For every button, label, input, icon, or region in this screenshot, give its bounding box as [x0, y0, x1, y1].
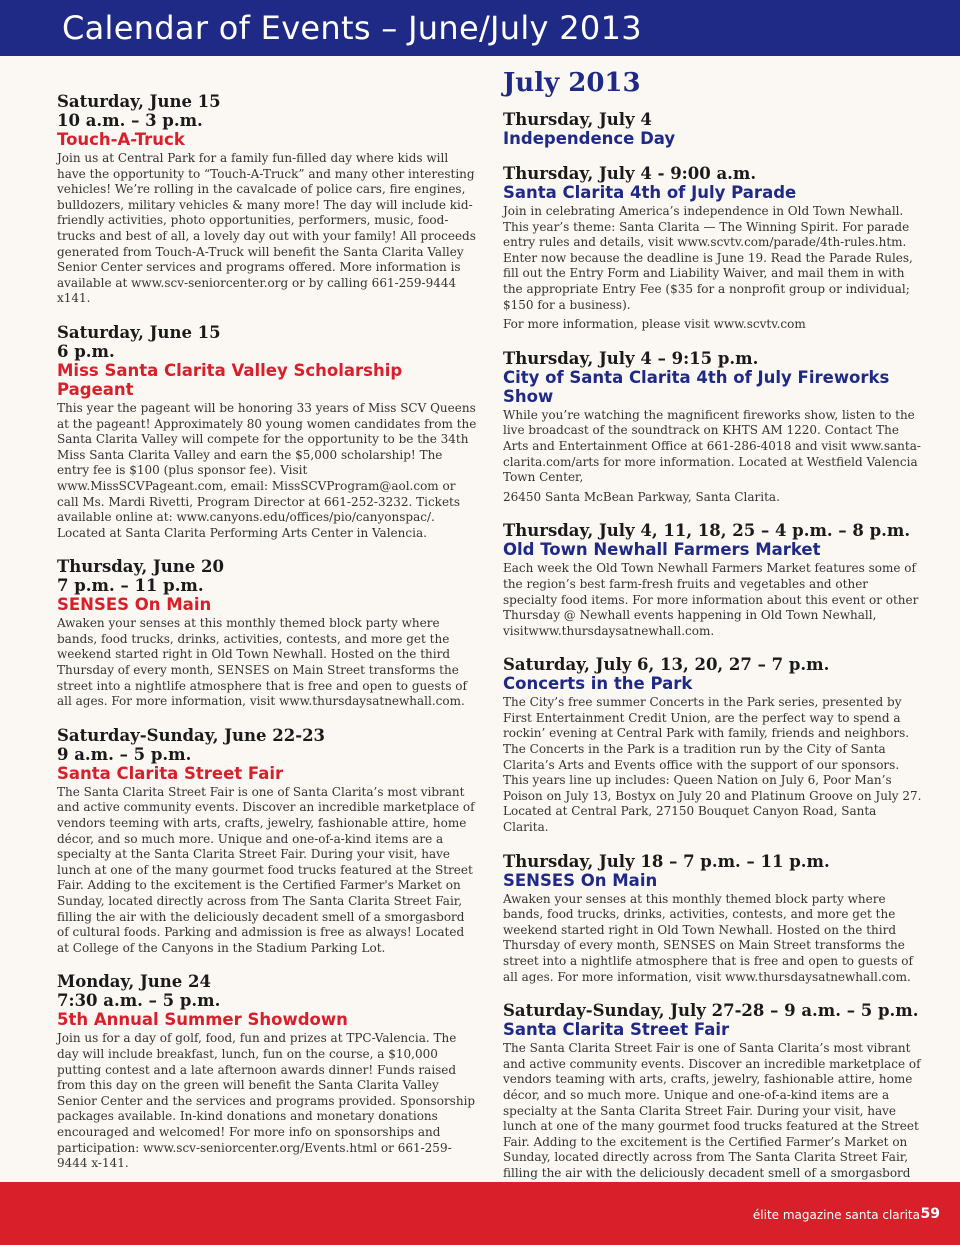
- event-date: Thursday, July 4, 11, 18, 25 – 4 p.m. – 8 p.m.: [503, 521, 911, 541]
- event-description: The Santa Clarita Street Fair is one of Santa Clarita’s most vibrant and active community events. Discover an incredible marketplace of vendors teaming with arts, crafts, jewelry, fashionable attire, home décor, and so much more. Unique and one-of-a-kind items are a specialty at the Santa Clarita Street Fair. During your visit, have lunch at one of the many gourmet food trucks featured at the Street Fair. Adding to the excitement is the Certified Farmer’s Market on Sunday, located directly across from The Santa Clarita Street Fair, filling the air with the deliciously decadent smell of a smorgasbord: [503, 1041, 921, 1180]
- event-date: 7 p.m. – 11 p.m.: [57, 576, 204, 596]
- footer-publication: élite magazine santa clarita: [752, 1208, 920, 1222]
- event-date: 10 a.m. – 3 p.m.: [57, 111, 203, 130]
- event-title: Old Town Newhall Farmers Market: [503, 540, 821, 560]
- page-title: Calendar of Events – June/July 2013: [62, 9, 642, 47]
- event-description: Each week the Old Town Newhall Farmers Market features some of the region’s best farm-fresh fruits and vegetables and other specialty food items. For more information about this event or other Thursday @ Newhall events happening in Old Town Newhall, visitwww.thursdaysatnewhall.com.: [503, 561, 919, 638]
- event-item: [503, 852, 923, 986]
- event-title: Santa Clarita Street Fair: [57, 763, 284, 783]
- event-date: Thursday, July 4 – 9:15 p.m.: [503, 348, 759, 368]
- july-column: [503, 68, 923, 1229]
- event-item: [57, 557, 477, 710]
- event-description: Join us at Central Park for a family fun-filled day where kids will have the opportunity to “Touch-A-Truck” and many other interesting vehicles! We’re rolling in the cavalcade of police cars, fire engines, bulldozers, military vehicles & many more! The day will include kid-friendly activities, photo opportunities, performers, music, food-trucks and best of all, a lovely day out with your family! All proceeds generated from Touch-A-Truck will benefit the Santa Clarita Valley Senior Center services and programs offered. More information is available at www.scv-seniorcenter.org or by calling 661-259-9444 x141.: [57, 151, 476, 306]
- july-events: [503, 110, 923, 1213]
- event-description: Join us for a day of golf, food, fun and prizes at TPC-Valencia. The day will include breakfast, lunch, fun on the course, a $10,000 putting contest and a late afternoon awards dinner! Funds raised from this day on the green will benefit the Santa Clarita Valley Senior Center and the services and programs provided. Sponsorship packages available. In-kind donations and monetary donations encouraged and welcomed! For more info on sponsorships and participation: www.scv-seniorcenter.org/Events.html or 661-259-9444 x-141.: [57, 1031, 476, 1171]
- event-item: [503, 110, 923, 148]
- event-item: [503, 521, 923, 639]
- event-title: Concerts in the Park: [503, 674, 693, 694]
- event-date: Saturday-Sunday, June 22-23: [57, 725, 326, 745]
- event-description: Join in celebrating America’s independence in Old Town Newhall. This year’s theme: Santa Clarita — The Winning Spirit. For parade entry rules and details, visit www.scvtv.com/parade/4th-rules.htm. Enter now because the deadline is June 19. Read the Parade Rules, fill out the Entry Form and Liability Waiver, and mail them in with the appropriate Entry Fee ($35 for a nonprofit group or individual; $150 for a business).: [503, 204, 913, 312]
- page-header: [0, 0, 960, 56]
- event-extra-info: For more information, please visit www.scvtv.com: [503, 317, 806, 332]
- event-item: [503, 655, 923, 835]
- event-description: This year the pageant will be honoring 33 years of Miss SCV Queens at the pageant! Approximately 80 young women candidates from the Santa Clarita Valley will compete for the opportunity to be the 34th Miss Santa Clarita Valley and earn the $5,000 scholarship! The entry fee is $100 (plus sponsor fee). Visit www.MissSCVPageant.com, email: MissSCVProgram@aol.com or call Ms. Mardi Rivetti, Program Director at 661-252-3232. Tickets available online at: www.canyons.edu/offices/pio/canyonspac/. Located at Santa Clarita Performing Arts Center in Valencia.: [57, 400, 477, 540]
- event-date: Monday, June 24: [57, 972, 211, 992]
- event-title: Santa Clarita 4th of July Parade: [503, 183, 797, 202]
- event-date: Thursday, July 4 - 9:00 a.m.: [503, 164, 757, 183]
- page-number: 59: [920, 1206, 940, 1222]
- event-item: [57, 323, 477, 541]
- event-title: Santa Clarita Street Fair: [503, 1020, 730, 1040]
- event-title: Miss Santa Clarita Valley Scholarship Pageant: [57, 360, 403, 399]
- event-description: While you’re watching the magnificent fireworks show, listen to the live broadcast of the soundtrack on KHTS AM 1220. Contact The Arts and Entertainment Office at 661-286-4018 and visit www.santa-clarita.com/arts for more information. Located at Westfield Valencia Town Center,: [503, 407, 921, 485]
- event-title: 5th Annual Summer Showdown: [57, 1010, 348, 1030]
- event-description: The Santa Clarita Street Fair is one of Santa Clarita’s most vibrant and active community events. Discover an incredible marketplace of vendors teeming with arts, crafts, jewelry, fashionable attire, home décor, and so much more. Unique and one-of-a-kind items are a specialty at the Santa Clarita Street Fair. During your visit, have lunch at one of the many gourmet food trucks featured at the Street Fair. Adding to the excitement is the Certified Farmer's Market on Sunday, located directly across from The Santa Clarita Street Fair, filling the air with the deliciously decadent smell of a smorgasbord of cultural foods. Parking and admission is free as always! Located at College of the Canyons in the Stadium Parking Lot.: [57, 784, 475, 955]
- event-date: Saturday, June 15: [57, 322, 221, 342]
- event-date: 6 p.m.: [57, 341, 115, 361]
- event-item: [503, 349, 923, 506]
- event-description: Awaken your senses at this monthly themed block party where bands, food trucks, drinks, activities, contests, and more get the weekend started right in Old Town Newhall. Hosted on the third Thursday of every month, SENSES on Main Street transforms the street into a nightlife atmosphere that is free and open to guests of all ages. For more information, visit www.thursdaysatnewhall.com.: [57, 616, 467, 709]
- event-title: SENSES On Main: [503, 870, 658, 890]
- event-date: Saturday, July 6, 13, 20, 27 – 7 p.m.: [503, 655, 830, 675]
- event-description: Awaken your senses at this monthly themed block party where bands, food trucks, drinks, activities, contests, and more get the weekend started right in Old Town Newhall. Hosted on the third Thursday of every month, SENSES on Main Street transforms the street into a nightlife atmosphere that is free and open to guests of all ages. For more information, visit www.thursdaysatnewhall.com.: [503, 891, 913, 984]
- event-date: 7:30 a.m. – 5 p.m.: [57, 991, 221, 1011]
- month-heading: July 2013: [503, 68, 641, 98]
- page-footer: [0, 1182, 960, 1245]
- event-item: [57, 92, 477, 307]
- event-date: Saturday-Sunday, July 27-28 – 9 a.m. – 5 p.m.: [503, 1001, 919, 1021]
- event-item: [57, 972, 477, 1171]
- event-date: Thursday, July 18 – 7 p.m. – 11 p.m.: [503, 851, 830, 871]
- event-title: Touch-A-Truck: [57, 130, 185, 149]
- june-column: [57, 92, 477, 1188]
- event-title: SENSES On Main: [57, 595, 212, 615]
- event-title: City of Santa Clarita 4th of July Fireworks Show: [503, 367, 890, 406]
- event-date: Saturday, June 15: [57, 92, 221, 111]
- event-title: Independence Day: [503, 129, 676, 148]
- event-item: [503, 1001, 923, 1213]
- event-date: 9 a.m. – 5 p.m.: [57, 744, 192, 764]
- event-item: [57, 726, 477, 957]
- event-description: The City’s free summer Concerts in the Park series, presented by First Entertainment Credit Union, are the perfect way to spend a rockin’ evening at Central Park with family, friends and neighbors. The Concerts in the Park is a tradition run by the City of Santa Clarita’s Arts and Events office with the support of our sponsors. This years line up includes: Queen Nation on July 6, Poor Man’s Poison on July 13, Bostyx on July 20 and Platinum Groove on July 27. Located at Central Park, 27150 Bouquet Canyon Road, Santa Clarita.: [503, 695, 922, 835]
- event-item: [503, 164, 923, 333]
- event-date: Thursday, July 4: [503, 110, 652, 129]
- event-date: Thursday, June 20: [57, 557, 224, 577]
- event-extra-info: 26450 Santa McBean Parkway, Santa Clarita.: [503, 489, 780, 504]
